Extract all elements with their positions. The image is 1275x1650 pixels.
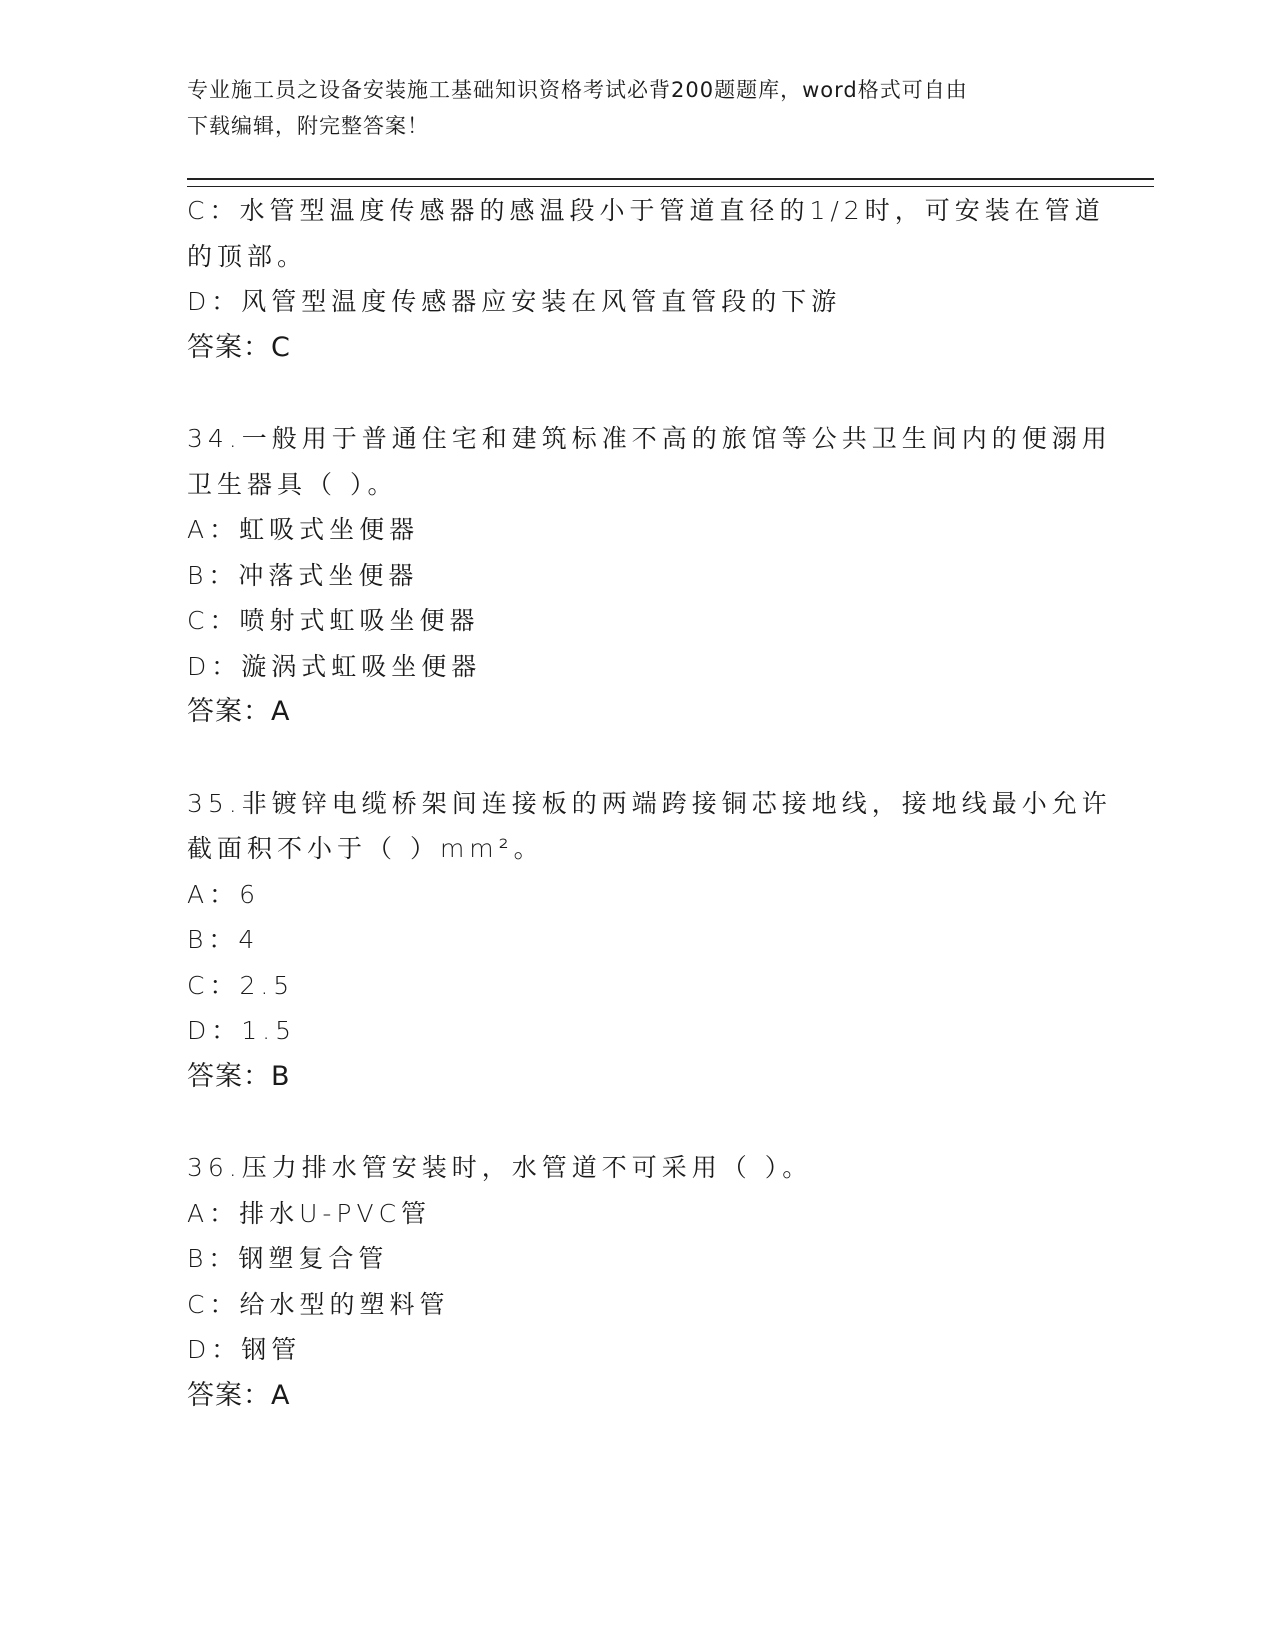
question-stem: 36.压力排水管安装时，水管道不可采用（ ）。 (187, 1153, 813, 1182)
option-d: D：钢管 (187, 1335, 302, 1364)
question-stem: 35.非镀锌电缆桥架间连接板的两端跨接铜芯接地线，接地线最小允许 (187, 788, 1112, 818)
option-c: C：2.5 (187, 970, 295, 1000)
question-stem-continued: 截面积不小于（ ）mm²。 (187, 834, 544, 863)
question-33 (187, 188, 1105, 370)
option-d: D：漩涡式虹吸坐便器 (187, 651, 482, 681)
option-d: D：风管型温度传感器应安装在风管直管段的下游 (187, 287, 842, 316)
option-b: B：4 (187, 925, 260, 954)
option-c: C：喷射式虹吸坐便器 (187, 606, 480, 635)
option-c: C：水管型温度传感器的感温段小于管道直径的1/2时，可安装在管道 (187, 196, 1105, 225)
answer: 答案：A (187, 1379, 291, 1411)
header-divider (187, 178, 1154, 187)
option-a: A：虹吸式坐便器 (187, 515, 420, 544)
spacer (187, 735, 1087, 781)
answer: 答案：C (187, 331, 291, 363)
page-header (187, 72, 1067, 144)
answer: 答案：A (187, 696, 291, 727)
question-35 (187, 781, 1112, 1100)
spacer (187, 1099, 1087, 1145)
spacer (187, 370, 1087, 416)
question-list (187, 188, 1112, 1418)
answer: 答案：B (187, 1060, 291, 1092)
option-d: D：1.5 (187, 1016, 297, 1045)
question-stem-continued: 卫生器具（ ）。 (187, 469, 398, 499)
option-b: B：钢塑复合管 (187, 1244, 389, 1273)
option-c-continued: 的顶部。 (187, 241, 308, 271)
question-stem: 34.一般用于普通住宅和建筑标准不高的旅馆等公共卫生间内的便溺用 (187, 424, 1112, 453)
question-34 (187, 416, 1112, 735)
option-c: C：给水型的塑料管 (187, 1289, 450, 1319)
question-36 (187, 1145, 1087, 1418)
header-line-1: 专业施工员之设备安装施工基础知识资格考试必背200题题库，word格式可自由 (187, 78, 968, 102)
option-a: A：6 (187, 879, 261, 909)
option-b: B：冲落式坐便器 (187, 560, 419, 590)
option-a: A：排水U-PVC管 (187, 1198, 432, 1228)
header-line-2: 下载编辑，附完整答案！ (187, 114, 429, 138)
